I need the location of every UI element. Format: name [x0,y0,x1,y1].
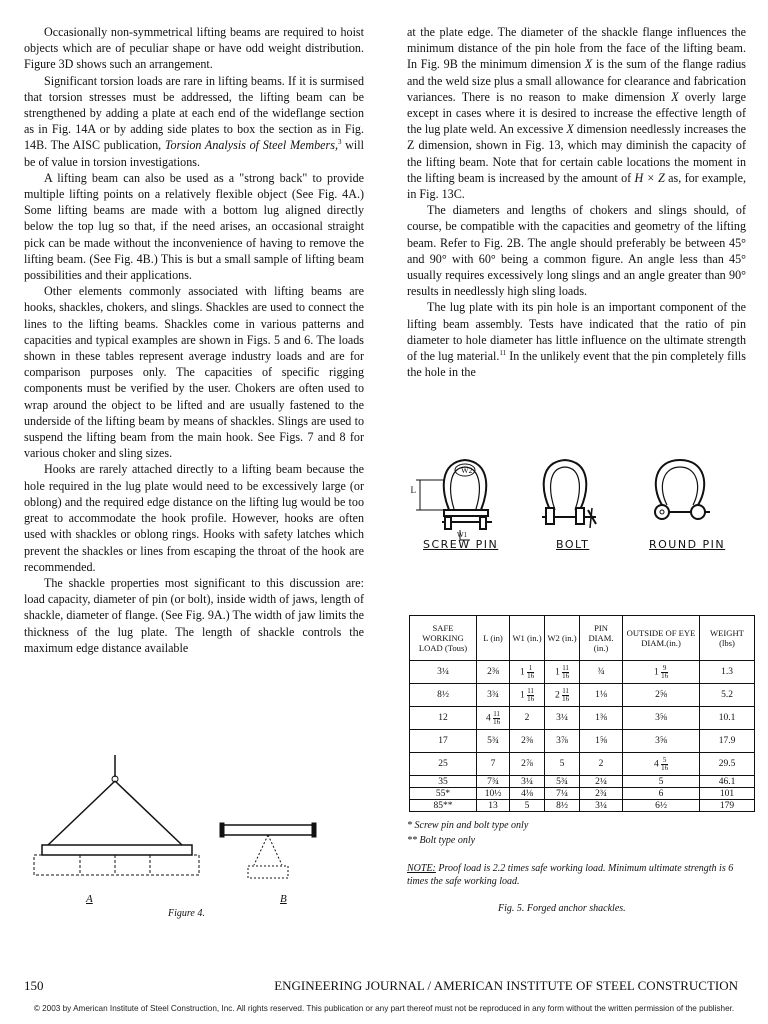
table-cell: 12 [410,707,477,730]
table-cell: 3¼ [580,800,623,812]
table-cell: 2¾ [580,788,623,800]
table-cell: 1 $\frac{1}{16}$ [510,661,545,684]
paragraph-text: is the sum of the flange radius and the weld size plus a small allowance for clearance and fabrication variances. There is no reason to make dimension [407,57,746,104]
table-cell: 13 [477,800,510,812]
table-cell: 2 [580,753,623,776]
table-cell: 2⅜ [510,730,545,753]
table-cell: 3¼ [510,776,545,788]
table-cell: 101 [700,788,755,800]
table-cell: 7 [477,753,510,776]
label-screw-pin: SCREW PIN [423,538,499,551]
table-cell: 10.1 [700,707,755,730]
table-cell: 17 [410,730,477,753]
fig4-caption: Figure 4. [168,908,205,919]
reference-number: 3 [337,138,342,147]
paragraph: The shackle properties most significant to this discussion are: load capacity, diameter of pin (or bolt), inside width of jaws, length of shackle, diameter of flange. (See Fig. 9A.) The width of jaw limits the thickness of the lug plate. The length of shackle controls the maximum edge distance available [24,575,364,655]
table-cell: 35 [410,776,477,788]
table-row [410,661,755,684]
page-number: 150 [24,978,44,993]
table-row [410,730,755,753]
table-cell: 3¼ [410,661,477,684]
variable-x: X [566,122,574,137]
variable-x: X [584,57,593,72]
table-cell: 7¾ [477,776,510,788]
table-cell: 5 [510,800,545,812]
table-cell: 1⅛ [580,684,623,707]
screw-pin-shackle-drawing [411,460,493,540]
table-cell: 1.3 [700,661,755,684]
column-header: L (in) [477,616,510,661]
table-cell: 5¾ [545,776,580,788]
table-cell: 3¾ [477,684,510,707]
paragraph: Occasionally non-symmetrical lifting beams are required to hoist objects which are of peculiar shape or have odd weight distribution. Figure 3D shows such an arrangement. [24,25,364,72]
table-cell: 1 $\frac{11}{16}$ [510,684,545,707]
table-cell: 5.2 [700,684,755,707]
shackle-specs-table [409,615,755,812]
table-cell: ¾ [580,661,623,684]
table-cell: 2 [510,707,545,730]
column-header: OUTSIDE OF EYE DIAM.(in.) [623,616,700,661]
table-cell: 4⅛ [510,788,545,800]
table-cell: 2⅞ [510,753,545,776]
column-header: W1 (in.) [510,616,545,661]
table-cell: 8½ [545,800,580,812]
table-row [410,788,755,800]
table-cell: 8½ [410,684,477,707]
table-cell: 6½ [623,800,700,812]
footnote-1: * Screw pin and bolt type only [407,820,529,831]
column-header: W2 (in.) [545,616,580,661]
table-cell: 2 $\frac{11}{16}$ [545,684,580,707]
paragraph [407,299,746,380]
table-header-row [410,616,755,661]
paragraph-text: overly large except in cases where it is desired to increase the effective length of the lug plate weld. An excessive [407,89,747,137]
paragraph-text: Significant torsion loads are rare in lifting beams. If it is surmised that torsion stresses must be addressed, the lifting beam can be strengthened by adding a plate at each end of the wideflange section as in Fig. 14A or by adding side plates to box the section as in Fig. 14B. The AISC publication, [24,73,364,153]
column-header: PIN DIAM. (in.) [580,616,623,661]
table-cell: 5 [545,753,580,776]
fig4-label-b: B [280,893,287,905]
table-cell: 1⅝ [580,730,623,753]
table-row [410,753,755,776]
table-cell: 17.9 [700,730,755,753]
table-cell: 6 [623,788,700,800]
table-cell: 85** [410,800,477,812]
column-header: WEIGHT (lbs) [700,616,755,661]
fig5-caption: Fig. 5. Forged anchor shackles. [498,903,626,914]
dim-w1: W1 [457,531,468,539]
paragraph-text: The lug plate with its pin hole is an important component of the lifting beam assembly. Tests have indicated that the ratio of pin diameter to hole diameter has little influence on the ultimate strength of the lug material. [407,300,746,364]
label-round-pin: ROUND PIN [649,538,726,551]
variable-x: X [671,89,679,104]
paragraph-text: will be of value in torsion investigations. [24,138,364,169]
figure-4a-drawing [20,755,210,890]
variable-hz: H × Z [634,170,665,185]
table-cell: 3⅝ [623,730,700,753]
right-column [407,24,746,380]
table-cell: 2¼ [580,776,623,788]
round-pin-shackle-drawing [654,460,710,519]
journal-title: ENGINEERING JOURNAL / AMERICAN INSTITUTE OF STEEL CONSTRUCTION [274,978,738,993]
paragraph-text: In the unlikely event that the pin completely fills the hole in the [407,349,746,380]
table-cell: 3⅝ [623,707,700,730]
column-header: SAFE WORKING LOAD (Tous) [410,616,477,661]
table-row [410,800,755,812]
table-cell: 5¾ [477,730,510,753]
paragraph: A lifting beam can also be used as a "strong back" to provide multiple lifting points on a relatively flexible object (See Fig. 4A.) Some lifting beams are made with a bottom lug aligned directly below the top lug so that, if the need arises, an occasional straight pick can be made without the inconvenience of having to remove the lifting beam. (See Fig. 4B.) This is but a small sample of lifting beam possibilities and their applications. [24,170,364,283]
copyright-notice: © 2003 by American Institute of Steel Construction, Inc. All rights reserved. This publication or any part thereof must not be reproduced in any form without the written permission of the publisher. [33,1004,735,1013]
paragraph [407,24,746,202]
label-bolt: BOLT [556,538,590,551]
figure-4b-drawing [218,800,318,890]
table-cell: 29.5 [700,753,755,776]
table-cell: 1 $\frac{11}{16}$ [545,661,580,684]
table-cell: 179 [700,800,755,812]
table-cell: 46.1 [700,776,755,788]
table-cell: 25 [410,753,477,776]
reference-number: 11 [499,349,507,358]
bolt-shackle-drawing [542,460,596,528]
table-cell: 3¼ [545,707,580,730]
dim-l: L [410,485,416,495]
table-cell: 55* [410,788,477,800]
paragraph: Other elements commonly associated with lifting beams are hooks, shackles, chokers, and slings. Shackles are used to connect the lines to the lifting beams. Shackles come in various patterns and capacities and typical examples are shown in Figs. 5 and 6. The loads shown in these tables represent average industry loads and are for comparison purposes only. The capacities of specific rigging components must be verified by the user. Chokers are often used to wrap around the object to be lifted and are usually fastened to the underside of the lifting beam by means of shackles. Slings are used to suspend the lifting beam from the main hook. See Figs. 7 and 8 for various choker and sling sizes. [24,284,364,461]
table-row [410,776,755,788]
fig4-label-a: A [86,893,93,905]
table-cell: 2⅜ [477,661,510,684]
left-column [24,24,364,656]
footnote-2: ** Bolt type only [407,835,476,846]
table-cell: 2⅝ [623,684,700,707]
table-cell: 5 [623,776,700,788]
table-cell: 4 $\frac{11}{16}$ [477,707,510,730]
paragraph-text: dimension needlessly increases the Z dimension, shown in Fig. 13, which may diminish the capacity of the lifting beam. Note that for certain cable locations the moment in the lifting beam is increased by the amount of [407,122,746,185]
note-text: Proof load is 2.2 times safe working load. Minimum ultimate strength is 6 times the safe working load. [407,863,734,887]
dim-w2: W2 [461,466,473,475]
paragraph-text: at the plate edge. The diameter of the shackle flange influences the minimum distance of the pin hole from the face of the lifting beam. In Fig. 9B the minimum dimension [407,25,746,72]
paragraph [24,73,364,170]
table-row [410,684,755,707]
table-cell: 3⅞ [545,730,580,753]
table-cell: 1⅜ [580,707,623,730]
table-cell: 1 $\frac{9}{16}$ [623,661,700,684]
paragraph: Hooks are rarely attached directly to a lifting beam because the hole required in the lug plate would need to be excessively large (or oblong) and the required edge distance on the lifting lug would be too great to accommodate the hook profile. However, hooks are often used with shackles or oblong rings. Hooks with safety latches which prevent the shackles or lines from escaping the throat of the hook are recommended. [24,462,364,574]
table-body [410,661,755,812]
paragraph-text: as, for example, in Fig. 13C. [407,170,746,202]
note-label: NOTE: [407,863,436,874]
table-cell: 7¼ [545,788,580,800]
proof-load-note [407,862,747,888]
table-cell: 4 $\frac{5}{16}$ [623,753,700,776]
publication-title: Torsion Analysis of Steel Members, [164,138,338,153]
table-cell: 10½ [477,788,510,800]
paragraph: The diameters and lengths of chokers and slings should, of course, be compatible with the capacities and geometry of the lifting beam. Refer to Fig. 2B. The angle should preferably be between 45° and 90° with 60° being a common figure. An angle less than 45° usually requires excessively long slings and an angle greater than 90° results in needlessly high sling loads. [407,203,746,299]
table-row [410,707,755,730]
